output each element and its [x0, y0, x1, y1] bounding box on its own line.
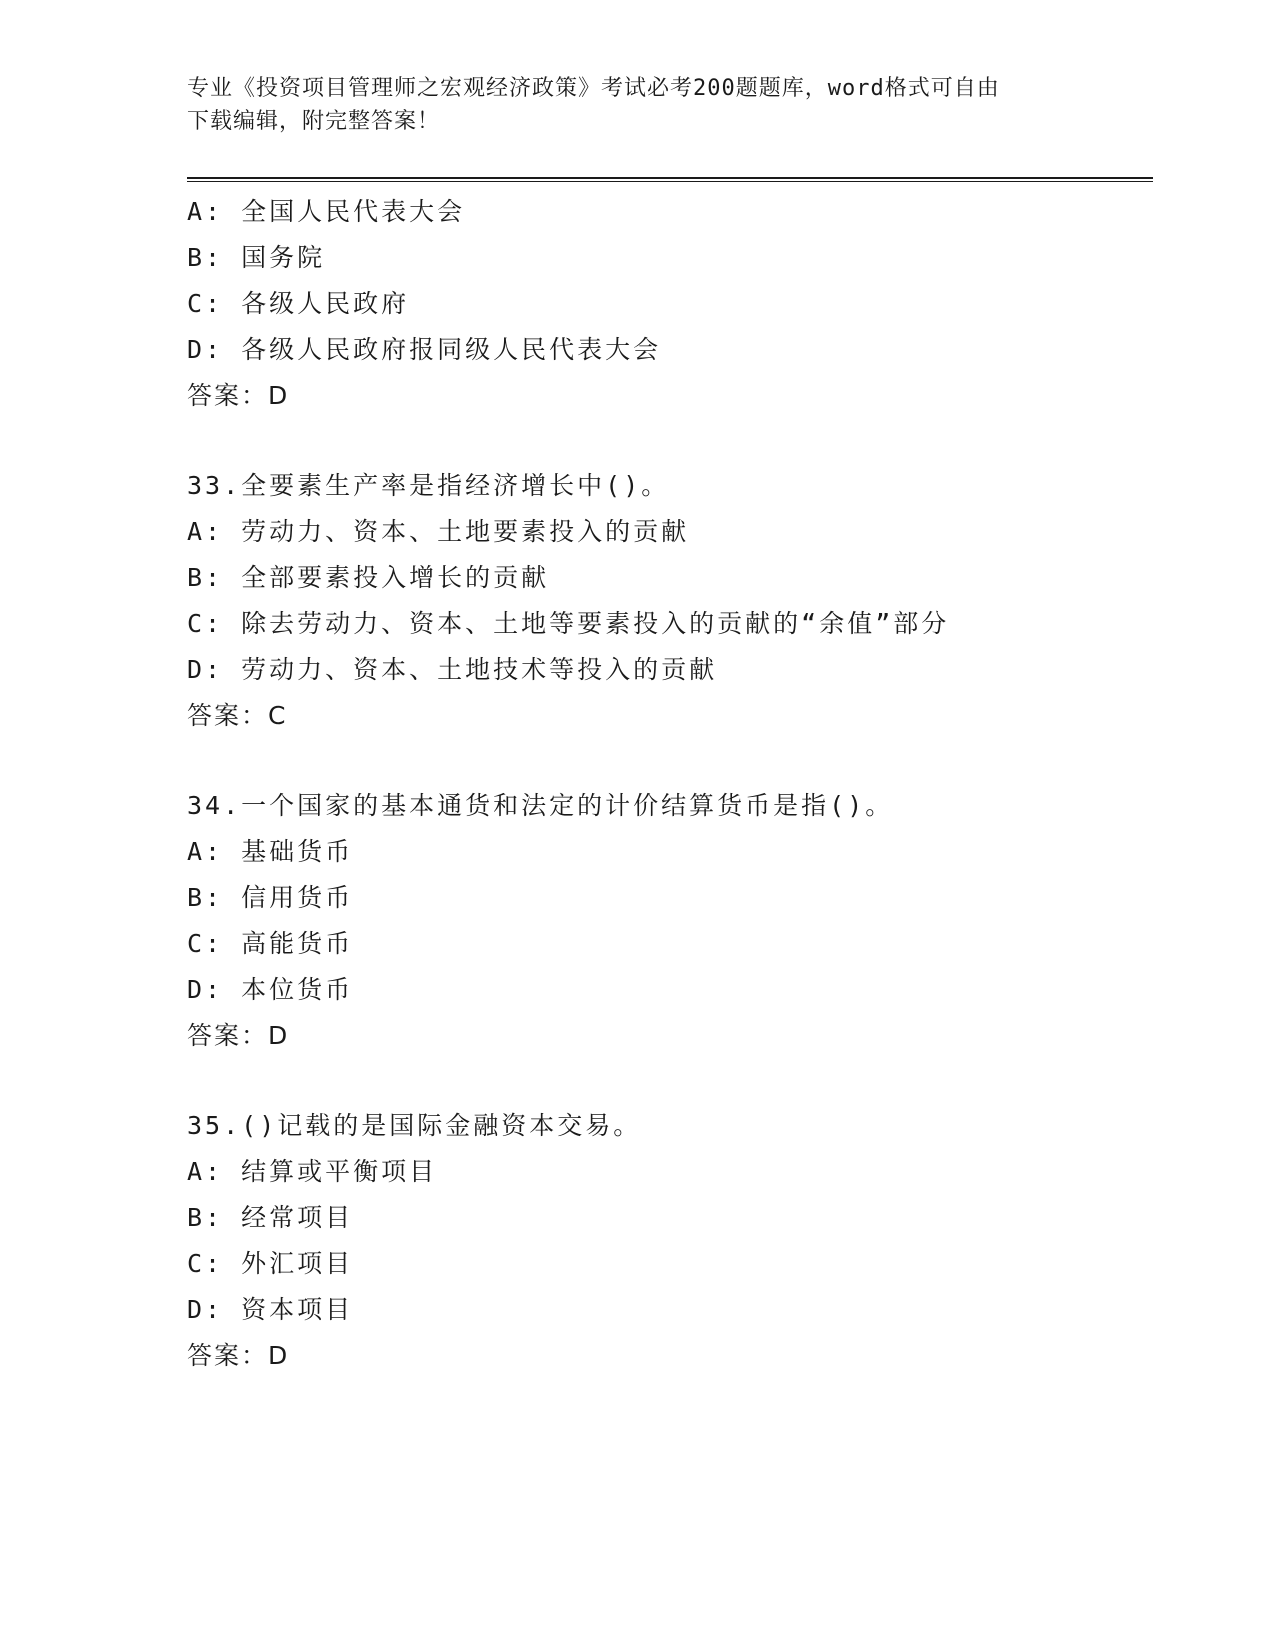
option-c: C: 高能货币 [187, 929, 354, 958]
answer-line: 答案：D [187, 1341, 290, 1370]
header-divider [187, 177, 1153, 183]
option-a: A: 结算或平衡项目 [187, 1157, 438, 1186]
option-b: B: 信用货币 [187, 883, 354, 912]
question-text: 34.一个国家的基本通货和法定的计价结算货币是指()。 [187, 791, 894, 820]
answer-line: 答案：D [187, 381, 290, 410]
spacer [187, 419, 1153, 463]
option-b: B: 国务院 [187, 243, 326, 272]
question-block-33 [187, 463, 1153, 739]
option-c: C: 外汇项目 [187, 1249, 354, 1278]
option-c: C: 各级人民政府 [187, 289, 410, 318]
spacer [187, 1059, 1153, 1103]
option-c: C: 除去劳动力、资本、土地等要素投入的贡献的“余值”部分 [187, 609, 950, 638]
header-divider-thick [187, 177, 1153, 179]
question-block-32 [187, 189, 1153, 419]
option-a: A: 基础货币 [187, 837, 354, 866]
document-header [187, 72, 1087, 138]
header-line-1: 专业《投资项目管理师之宏观经济政策》考试必考200题题库，word格式可自由 [187, 76, 1000, 101]
option-a: A: 全国人民代表大会 [187, 197, 466, 226]
answer-line: 答案：C [187, 701, 288, 730]
question-text: 33.全要素生产率是指经济增长中()。 [187, 471, 670, 500]
option-b: B: 经常项目 [187, 1203, 354, 1232]
option-d: D: 本位货币 [187, 975, 354, 1004]
option-d: D: 各级人民政府报同级人民代表大会 [187, 335, 662, 364]
option-d: D: 劳动力、资本、土地技术等投入的贡献 [187, 655, 718, 684]
question-block-35 [187, 1103, 1153, 1379]
header-divider-thin [187, 181, 1153, 182]
header-line-2: 下载编辑，附完整答案！ [187, 109, 441, 134]
answer-line: 答案：D [187, 1021, 290, 1050]
question-text: 35.()记载的是国际金融资本交易。 [187, 1111, 642, 1140]
spacer [187, 739, 1153, 783]
question-list [187, 189, 1153, 1379]
option-a: A: 劳动力、资本、土地要素投入的贡献 [187, 517, 690, 546]
question-block-34 [187, 783, 1153, 1059]
option-b: B: 全部要素投入增长的贡献 [187, 563, 550, 592]
option-d: D: 资本项目 [187, 1295, 354, 1324]
